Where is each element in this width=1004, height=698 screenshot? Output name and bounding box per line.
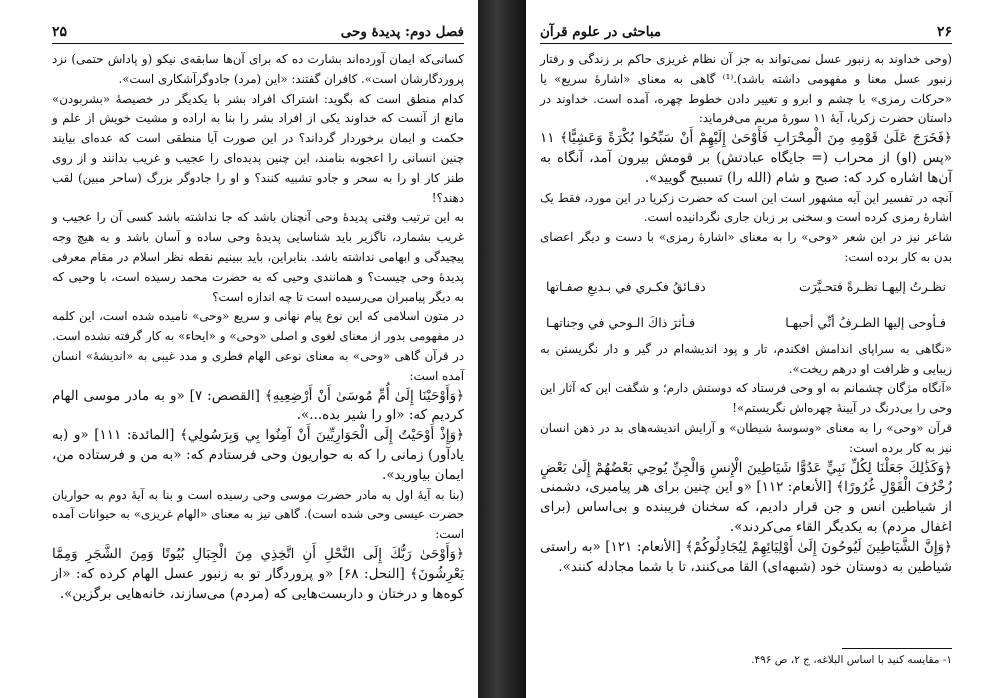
poem-hemistich: فـأوحى إليها الطـرفُ أنِّي أحبهـا [785,314,946,330]
right-page-header [540,16,952,44]
paragraph: کدام منطق است که بگوید: اشتراک افراد بشر با یکدیگر در خصیصهٔ «بشربودن» مانع از آنست که خداوند یکی از افراد بشر را بنا به اراده و مشیت خویش از علم و حکمت و ایمان برخوردار گرداند؟ در این صورت آیا منطقی است که عده‌ای بیایند چنین انسانی را اعجوبه بنامند، این چنین پدیده‌ای را عجیب و غریب بدانند و از روی طنز کار او را به سحر و جادو تشبیه کنند؟ و او را جادوگر بزرگ (ساحر مبین) لقب دهند؟! [52,91,464,205]
paragraph: در متون اسلامی که این نوع پیام نهانی و سریع «وحی» نامیده شده است، این کلمه در مفهومی بدور از معنای لغوی و اصلی «وحی» و «ایحاء» به کار گرفته نشده است. در قرآن گاهی «وحی» به معنای نوعی الهام فطری و مدد غیبی به «اندیشهٔ» انسان آمده است: [52,309,464,383]
poem-hemistich: فـأثرَ ذاكَ الـوحي في وجناتهـا [546,314,696,330]
poem-line [540,304,952,340]
paragraph: (وحی خداوند به زنبور عسل نمی‌تواند به جز آن نظام غریزی حاکم بر زندگی و رفتار زنبور عسل معنا و مفهومی داشته باشد).⁽¹⁾ گاهی به معنای «اشارهٔ سریع» یا «حرکات رمزی» با چشم و ابرو و تغییر دادن خطوط چهره، آمده است. خداوند در داستان حضرت زکریا، آیهٔ ۱۱ سورهٔ مریم می‌فرماید: [540,52,952,126]
right-header-title: مباحثی در علوم قرآن [540,24,662,40]
left-page [0,0,478,698]
book-gutter [478,0,526,698]
paragraph: به این ترتیب وقتی پدیدهٔ وحی آنچنان باشد که جا نداشته باشد کسی آن را عجیب و غریب بشمارد، ناگزیر باید شناسایی پدیدهٔ وحی ساده و آسان باشد و به هیچ وجه پیچیدگی و ابهامی نداشته باشد. بنابراین، باید ببینیم نقطه نظر اسلام در مقام معرفی پدیدهٔ وحی چیست؟ و همانندی وحیی که به حضرت محمد رسیده است، با وحیی که به دیگر پیامبران می‌رسیده است تا چه اندازه است؟ [52,210,464,304]
quran-quote: ﴿وَإِذْ أَوْحَيْتُ إِلَى الْحَوَارِيِّينَ أَنْ آمِنُوا بِي وَبِرَسُولِي﴾ [المائدة: ۱۱۱] «و (به یادآور) زمانی را که به حواریون وحی فرستادم که: «به من و فرستاده من، ایمان بیاورید». [52,427,465,483]
quran-quote: ﴿وَإِنَّ الشَّيَاطِينَ لَيُوحُونَ إِلَىٰ أَوْلِيَائِهِمْ لِيُجَادِلُوكُمْ﴾ [الأنعام: ۱۲۱] «به راستی شیاطین به دوستان خود (شبهه‌ای) القا می‌کنند، تا با شما مجادله کنند». [540,538,952,575]
arabic-poem [540,268,952,340]
poem-hemistich: نظـرتُ إليهـا نظـرةً فتحـيَّرَت [798,278,946,294]
paragraph: (بنا به آیهٔ اول به مادر حضرت موسی وحی رسیده است و بنا به آیهٔ دوم به حواریان حضرت عیسی وحی شده است). گاهی نیز به معنای «الهام غریزی» به حیوانات آمده است: [52,487,464,542]
right-page-body [540,50,952,577]
footnote: ۱- مقایسه کنید با اساس البلاغه، ج ۲، ص ۴۹۶. [751,654,952,666]
left-header-title: فصل دوم: پدیدهٔ وحی [340,24,464,40]
right-page-number: ۲۶ [936,24,952,40]
left-page-header [52,16,464,44]
poem-line [540,268,952,304]
paragraph: قرآن «وحی» را به معنای «وسوسهٔ شیطان» و آرایش اندیشه‌های بد در ذهن انسان نیز به کار برده است: [540,420,952,455]
footnote-divider [842,648,952,649]
quran-quote: ﴿وَأَوْحَيْنَا إِلَىٰ أُمِّ مُوسَىٰ أَنْ أَرْضِعِيهِ﴾ [القصص: ۷] «و به مادر موسی الهام کردیم که: «او را شیر بده...». [52,387,464,424]
paragraph: کسانی‌که ایمان آورده‌اند بشارت ده که برای آن‌ها سابقه‌ی نیکو (و پاداش حتمی) نزد پروردگارشان است». کافران گفتند: «این (مرد) جادوگرآشکاری است». [52,52,464,86]
quran-quote: ﴿وَأَوْحَىٰ رَبُّكَ إِلَى النَّحْلِ أَنِ اتَّخِذِي مِنَ الْجِبَالِ بُيُوتًا وَمِنَ الشَّجَرِ وَمِمَّا يَعْرِشُونَ﴾ [النحل: ۶۸] «و پروردگار تو به زنبور عسل الهام کرده که: «از کوه‌ها و درختان و داربست‌هایی که (مردم) می‌سازند، خانه‌هایی برگزین». [52,545,464,602]
quran-quote: ﴿فَخَرَجَ عَلَىٰ قَوْمِهِ مِنَ الْمِحْرَابِ فَأَوْحَىٰ إِلَيْهِمْ أَنْ سَبِّحُوا بُكْرَةً وَعَشِيًّا﴾ ۱۱ «پس (او) از محراب (= جایگاه عبادتش) بر قومش بیرون آمد، آنگاه به آن‌ها اشاره کرد که: صبح و شام (الله را) تسبیح گویید». [540,130,952,186]
left-page-number: ۲۵ [52,24,68,40]
paragraph: «آنگاه مژگان چشمانم به او وحی فرستاد که دوستش دارم؛ و شگفت این که آثار این وحی را بی‌درنگ در آیینهٔ چهره‌اش نگریستم»! [540,381,952,416]
quran-quote: ﴿وَكَذَٰلِكَ جَعَلْنَا لِكُلِّ نَبِيٍّ عَدُوًّا شَيَاطِينَ الْإِنسِ وَالْجِنِّ يُوحِي بَعْضُهُمْ إِلَىٰ بَعْضٍ زُخْرُفَ الْقَوْلِ غُرُورًا﴾ [الأنعام: ۱۱۲] «و این چنین برای هر پیامبری، دشمنی از شیاطین انس و جن قرار دادیم، که سخنان فریبنده و بی‌اساس (برای اغفال مردم) به یکدیگر القاء می‌کردند». [540,459,952,535]
paragraph: «نگاهی به سراپای اندامش افکندم، تار و پود اندیشه‌ام در گیر و دار نگریستن به زیبایی و ظرافت او درهم ریخت». [540,341,952,376]
left-page-body [52,50,464,604]
paragraph: شاعر نیز در این شعر «وحی» را به معنای «اشارهٔ رمزی» با دست و دیگر اعضای بدن به کار برده است: [540,230,952,264]
paragraph: آنچه در تفسیر این آیه مشهور است این است که حضرت زکریا در این مورد، فقط یک اشارهٔ رمزی کرده است و سخنی بر زبان جاری نگردانیده است. [540,190,952,225]
poem-hemistich: دقـائقُ فكـري في بـديعِ صفـاتها [546,278,706,294]
right-page [526,0,1004,698]
